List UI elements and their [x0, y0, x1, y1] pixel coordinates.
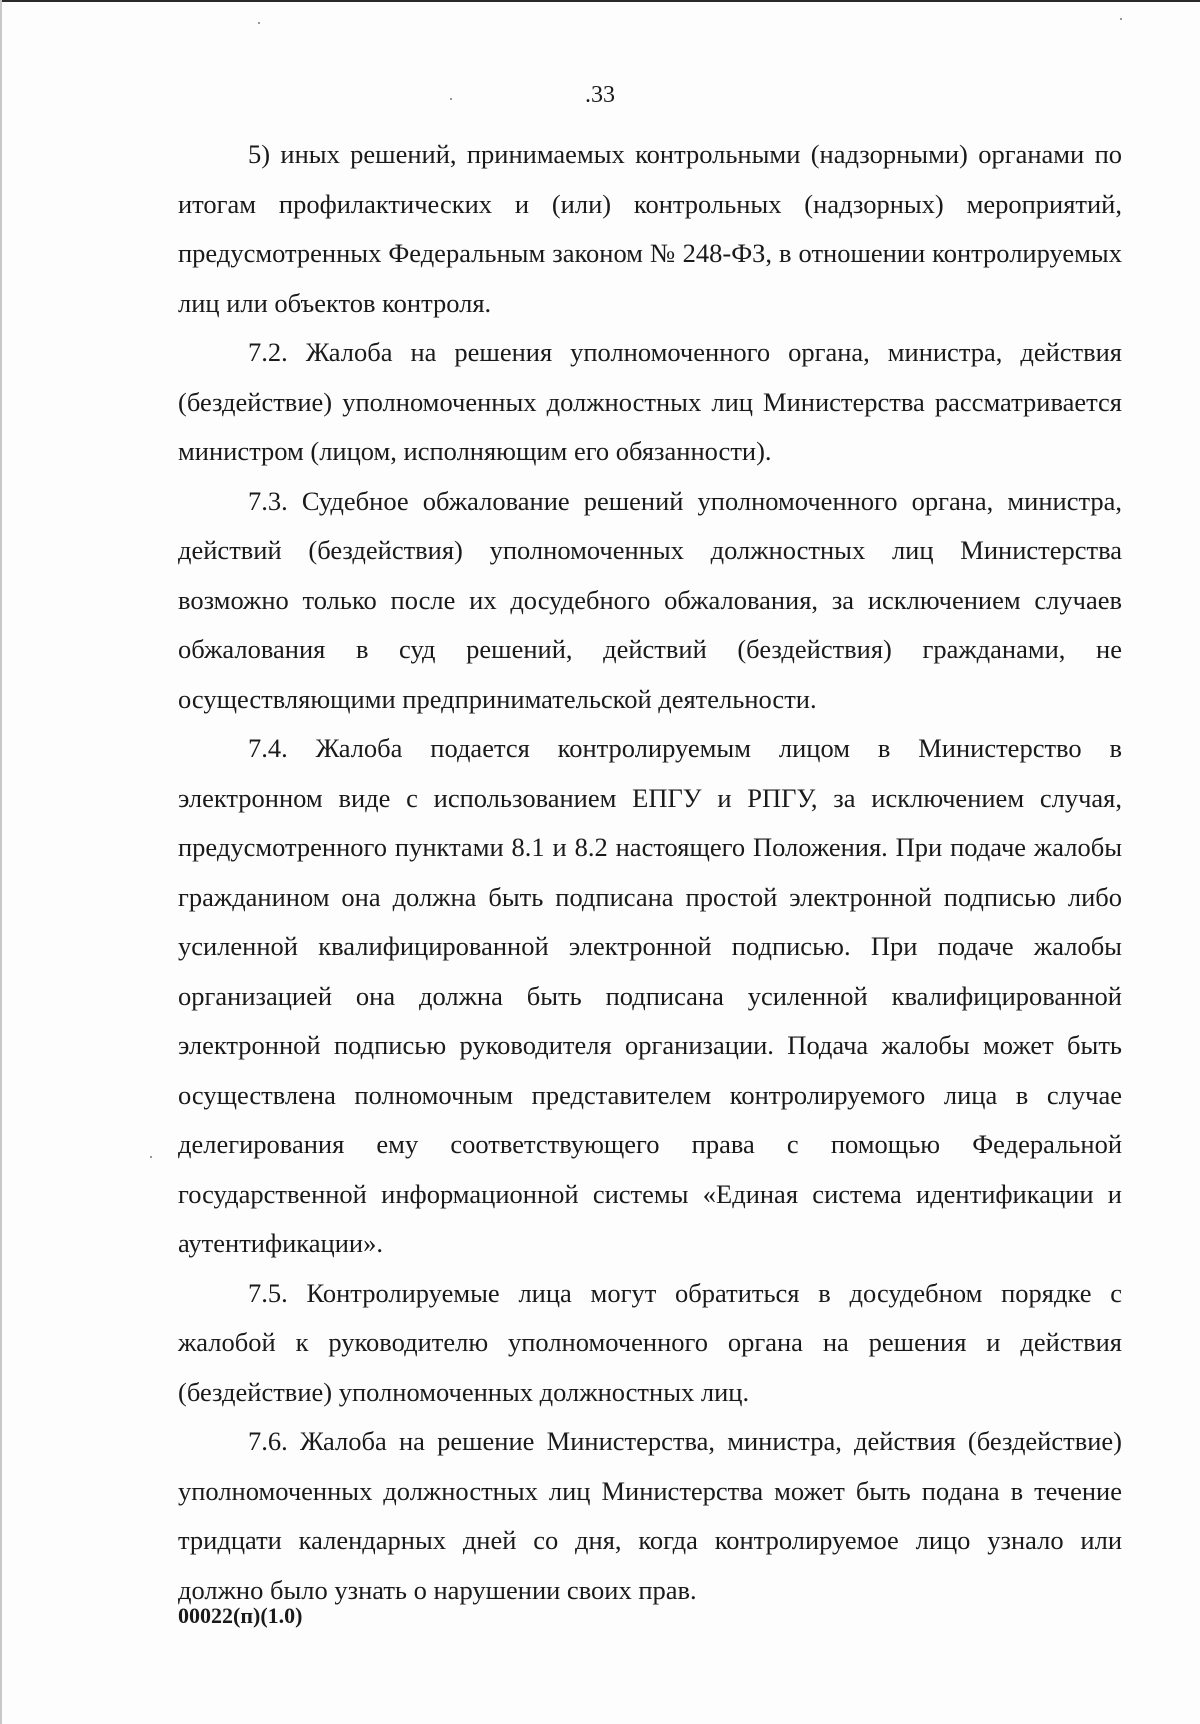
- page-number: .33: [585, 82, 615, 108]
- paragraph-7-3: 7.3. Судебное обжалование решений уполномоченного органа, министра, действий (бездействия) уполномоченных должностных лиц Министерства возможно только после их досудебного обжалования, за исключением случаев обжалования в суд решений, действий (бездействия) гражданами, не осуществляющими предпринимательской деятельности.: [178, 485, 1122, 714]
- paragraph-item-5: 5) иных решений, принимаемых контрольными (надзорными) органами по итогам профилактических и (или) контрольных (надзорных) мероприятий, предусмотренных Федеральным законом № 248-ФЗ, в отношении контролируемых лиц или объектов контроля.: [178, 139, 1122, 318]
- scan-speck: [1120, 18, 1122, 20]
- document-footer-code: 00022(п)(1.0): [178, 1603, 303, 1628]
- scan-speck: [258, 22, 260, 24]
- paragraph-7-2: 7.2. Жалоба на решения уполномоченного органа, министра, действия (бездействие) уполномоченных должностных лиц Министерства рассматривается министром (лицом, исполняющим его обязанности).: [178, 337, 1122, 466]
- paragraph-7-4: 7.4. Жалоба подается контролируемым лицом в Министерство в электронном виде с использованием ЕПГУ и РПГУ, за исключением случая, предусмотренного пунктами 8.1 и 8.2 настоящего Положения. При подаче жалобы гражданином она должна быть подписана простой электронной подписью либо усиленной квалифицированной электронной подписью. При подаче жалобы организацией она должна быть подписана усиленной квалифицированной электронной подписью руководителя организации. Подача жалобы может быть осуществлена полномочным представителем контролируемого лица в случае делегирования ему соответствующего права с помощью Федеральной государственной информационной системы «Единая система идентификации и аутентификации».: [178, 733, 1122, 1258]
- scan-top-edge: [0, 0, 1200, 2]
- scan-left-edge: [0, 0, 2, 1724]
- paragraph-7-5: 7.5. Контролируемые лица могут обратиться в досудебном порядке с жалобой к руководителю уполномоченного органа на решения и действия (бездействие) уполномоченных должностных лиц.: [178, 1277, 1122, 1407]
- paragraph-7-6: 7.6. Жалоба на решение Министерства, министра, действия (бездействие) уполномоченных должностных лиц Министерства может быть подана в течение тридцати календарных дней со дня, когда контролируемое лицо узнало или должно было узнать о нарушении своих прав.: [178, 1426, 1122, 1605]
- scan-speck: [150, 1156, 152, 1158]
- document-body: [178, 130, 1122, 1615]
